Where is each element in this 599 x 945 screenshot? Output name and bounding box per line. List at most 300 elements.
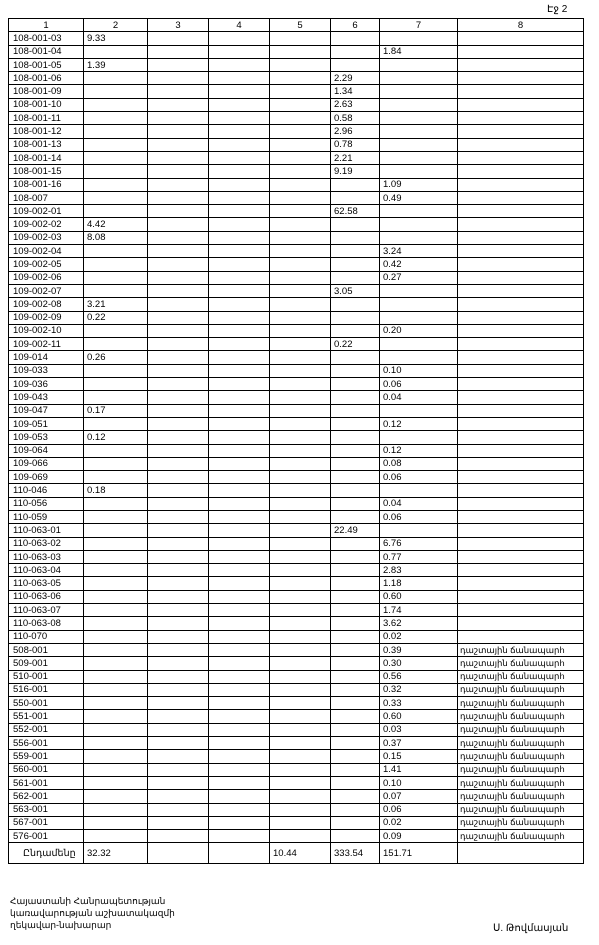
table-row	[9, 298, 584, 311]
table-cell	[331, 737, 380, 750]
table-cell: 0.06	[380, 378, 458, 391]
parcel-code-cell: 110-063-01	[9, 524, 84, 537]
table-cell	[84, 537, 148, 550]
table-cell: 8.08	[84, 231, 148, 244]
table-cell	[458, 72, 584, 85]
table-cell	[458, 112, 584, 125]
table-cell: 0.22	[331, 338, 380, 351]
table-cell	[148, 165, 209, 178]
table-cell	[209, 391, 270, 404]
table-cell	[270, 790, 331, 803]
table-cell	[331, 577, 380, 590]
table-cell: 0.02	[380, 630, 458, 643]
parcel-code-cell: 109-066	[9, 457, 84, 470]
table-cell	[148, 803, 209, 816]
table-cell	[458, 564, 584, 577]
parcel-code-cell: 508-001	[9, 643, 84, 656]
table-row	[9, 218, 584, 231]
parcel-code-cell: 110-063-07	[9, 604, 84, 617]
table-row	[9, 604, 584, 617]
table-cell	[84, 617, 148, 630]
official-title-line: կառավարության աշխատակազմի	[10, 908, 175, 918]
table-cell	[148, 431, 209, 444]
parcel-code-cell: 509-001	[9, 657, 84, 670]
column-header: 3	[148, 19, 209, 32]
table-cell	[148, 231, 209, 244]
table-cell	[270, 723, 331, 736]
parcel-code-cell: 510-001	[9, 670, 84, 683]
table-cell: 0.58	[331, 112, 380, 125]
table-cell	[380, 205, 458, 218]
table-row	[9, 45, 584, 58]
table-cell	[209, 657, 270, 670]
table-cell	[458, 218, 584, 231]
parcel-code-cell: 109-002-11	[9, 338, 84, 351]
parcel-code-cell: 108-001-05	[9, 58, 84, 71]
table-cell	[380, 524, 458, 537]
table-cell	[209, 444, 270, 457]
table-cell	[148, 364, 209, 377]
table-cell	[148, 245, 209, 258]
table-cell: 62.58	[331, 205, 380, 218]
table-cell	[84, 151, 148, 164]
table-row	[9, 590, 584, 603]
table-cell: 0.42	[380, 258, 458, 271]
parcel-code-cell: 110-046	[9, 484, 84, 497]
parcel-code-cell: 108-001-09	[9, 85, 84, 98]
table-row	[9, 737, 584, 750]
table-cell	[458, 431, 584, 444]
table-cell: 1.09	[380, 178, 458, 191]
table-cell	[458, 165, 584, 178]
table-cell	[331, 710, 380, 723]
table-cell: 0.20	[380, 324, 458, 337]
table-cell	[458, 497, 584, 510]
table-row	[9, 338, 584, 351]
table-cell	[270, 98, 331, 111]
table-cell	[148, 737, 209, 750]
table-row	[9, 125, 584, 138]
table-cell	[148, 151, 209, 164]
table-row	[9, 364, 584, 377]
table-cell: դաշտային ճանապարհ	[458, 683, 584, 696]
table-cell	[148, 205, 209, 218]
table-cell: դաշտային ճանապարհ	[458, 710, 584, 723]
table-cell	[270, 404, 331, 417]
table-cell	[270, 284, 331, 297]
table-cell	[209, 710, 270, 723]
table-cell	[209, 471, 270, 484]
table-cell	[331, 444, 380, 457]
table-cell	[458, 457, 584, 470]
table-cell	[270, 205, 331, 218]
parcel-code-cell: 109-002-01	[9, 205, 84, 218]
table-cell	[84, 763, 148, 776]
table-cell: 0.78	[331, 138, 380, 151]
table-row	[9, 165, 584, 178]
table-cell: դաշտային ճանապարհ	[458, 670, 584, 683]
table-cell	[148, 643, 209, 656]
table-cell	[331, 604, 380, 617]
column-header: 6	[331, 19, 380, 32]
table-cell: 0.32	[380, 683, 458, 696]
table-cell	[270, 524, 331, 537]
table-cell	[84, 138, 148, 151]
table-cell	[331, 417, 380, 430]
table-cell: դաշտային ճանապարհ	[458, 776, 584, 789]
table-cell	[331, 776, 380, 789]
table-row	[9, 830, 584, 843]
table-cell: դաշտային ճանապարհ	[458, 830, 584, 843]
parcel-code-cell: 550-001	[9, 697, 84, 710]
table-cell	[84, 191, 148, 204]
table-row	[9, 790, 584, 803]
table-cell	[380, 112, 458, 125]
table-cell	[148, 378, 209, 391]
table-cell: 1.41	[380, 763, 458, 776]
table-cell	[84, 417, 148, 430]
table-cell	[331, 58, 380, 71]
table-cell	[84, 816, 148, 829]
table-cell	[148, 298, 209, 311]
table-cell	[458, 351, 584, 364]
table-row	[9, 723, 584, 736]
table-cell	[209, 324, 270, 337]
table-cell	[270, 737, 331, 750]
table-cell: 0.22	[84, 311, 148, 324]
table-cell	[458, 258, 584, 271]
table-cell	[209, 205, 270, 218]
parcel-code-cell: 576-001	[9, 830, 84, 843]
table-cell	[458, 391, 584, 404]
table-cell	[84, 178, 148, 191]
table-cell: 0.17	[84, 404, 148, 417]
table-row	[9, 58, 584, 71]
parcel-code-cell: 108-001-13	[9, 138, 84, 151]
table-cell	[270, 324, 331, 337]
table-cell	[458, 404, 584, 417]
table-cell	[380, 138, 458, 151]
table-cell: 0.26	[84, 351, 148, 364]
table-cell	[270, 683, 331, 696]
table-cell	[458, 178, 584, 191]
table-row	[9, 378, 584, 391]
table-cell	[209, 510, 270, 523]
parcel-code-cell: 110-063-08	[9, 617, 84, 630]
table-cell	[209, 497, 270, 510]
table-row	[9, 524, 584, 537]
table-cell	[458, 151, 584, 164]
table-cell	[148, 191, 209, 204]
table-row	[9, 710, 584, 723]
table-row	[9, 245, 584, 258]
table-cell: 0.08	[380, 457, 458, 470]
table-cell	[84, 683, 148, 696]
table-cell	[209, 683, 270, 696]
table-cell	[270, 617, 331, 630]
table-cell	[380, 404, 458, 417]
table-cell	[209, 245, 270, 258]
parcel-code-cell: 563-001	[9, 803, 84, 816]
table-cell	[458, 604, 584, 617]
table-cell	[331, 311, 380, 324]
table-cell	[270, 72, 331, 85]
table-cell	[209, 32, 270, 45]
table-row	[9, 271, 584, 284]
table-cell	[148, 577, 209, 590]
table-cell	[148, 471, 209, 484]
table-row	[9, 178, 584, 191]
column-header: 1	[9, 19, 84, 32]
table-cell	[209, 151, 270, 164]
table-cell	[148, 537, 209, 550]
table-cell	[84, 471, 148, 484]
table-row	[9, 750, 584, 763]
table-cell: 2.96	[331, 125, 380, 138]
table-cell	[331, 351, 380, 364]
table-row	[9, 763, 584, 776]
table-cell	[209, 231, 270, 244]
table-cell	[270, 630, 331, 643]
totals-label: Ընդամենը	[9, 843, 84, 864]
table-row	[9, 564, 584, 577]
table-cell	[458, 125, 584, 138]
parcel-code-cell: 110-056	[9, 497, 84, 510]
table-cell	[209, 85, 270, 98]
table-row	[9, 284, 584, 297]
parcel-code-cell: 109-064	[9, 444, 84, 457]
table-cell	[270, 803, 331, 816]
table-cell	[380, 338, 458, 351]
table-cell	[84, 378, 148, 391]
table-cell	[209, 763, 270, 776]
parcel-code-cell: 552-001	[9, 723, 84, 736]
table-cell	[148, 604, 209, 617]
table-cell	[270, 45, 331, 58]
table-cell	[270, 471, 331, 484]
parcel-code-cell: 110-063-04	[9, 564, 84, 577]
table-cell	[270, 298, 331, 311]
table-row	[9, 510, 584, 523]
table-cell: 0.10	[380, 364, 458, 377]
table-cell: 3.05	[331, 284, 380, 297]
table-cell: դաշտային ճանապարհ	[458, 790, 584, 803]
table-cell	[209, 165, 270, 178]
table-cell: 1.74	[380, 604, 458, 617]
parcel-code-cell: 110-063-03	[9, 550, 84, 563]
table-cell	[270, 564, 331, 577]
table-cell	[148, 85, 209, 98]
table-cell	[209, 816, 270, 829]
table-cell	[458, 284, 584, 297]
table-cell	[458, 231, 584, 244]
parcel-code-cell: 109-043	[9, 391, 84, 404]
column-header: 8	[458, 19, 584, 32]
table-cell	[331, 590, 380, 603]
table-row	[9, 351, 584, 364]
table-cell: 0.02	[380, 816, 458, 829]
table-cell: 9.33	[84, 32, 148, 45]
table-cell	[148, 457, 209, 470]
table-cell	[209, 830, 270, 843]
table-row	[9, 471, 584, 484]
column-header: 4	[209, 19, 270, 32]
table-cell	[209, 178, 270, 191]
table-cell	[331, 750, 380, 763]
table-cell	[209, 311, 270, 324]
parcel-code-cell: 109-002-05	[9, 258, 84, 271]
table-cell	[209, 457, 270, 470]
column-header: 7	[380, 19, 458, 32]
parcel-code-cell: 559-001	[9, 750, 84, 763]
table-cell: 0.37	[380, 737, 458, 750]
table-cell: դաշտային ճանապարհ	[458, 816, 584, 829]
page-number: Էջ 2	[547, 4, 568, 15]
parcel-code-cell: 110-063-06	[9, 590, 84, 603]
table-cell	[380, 298, 458, 311]
table-cell	[331, 564, 380, 577]
table-cell	[331, 617, 380, 630]
table-cell	[209, 72, 270, 85]
land-parcel-table	[8, 18, 584, 864]
table-cell	[84, 284, 148, 297]
table-cell	[209, 45, 270, 58]
table-cell	[380, 32, 458, 45]
table-cell	[331, 45, 380, 58]
table-row	[9, 138, 584, 151]
table-cell: դաշտային ճանապարհ	[458, 737, 584, 750]
table-cell	[458, 245, 584, 258]
table-cell	[148, 284, 209, 297]
table-cell: 0.39	[380, 643, 458, 656]
table-row	[9, 72, 584, 85]
table-cell	[380, 311, 458, 324]
table-cell	[270, 830, 331, 843]
table-cell: 0.03	[380, 723, 458, 736]
table-cell	[209, 125, 270, 138]
table-cell	[458, 45, 584, 58]
table-cell	[84, 364, 148, 377]
table-cell	[331, 550, 380, 563]
table-cell: դաշտային ճանապարհ	[458, 763, 584, 776]
total-cell: 333.54	[331, 843, 380, 864]
table-cell	[209, 737, 270, 750]
table-cell	[148, 178, 209, 191]
header-row	[9, 19, 584, 32]
table-cell	[380, 125, 458, 138]
table-cell	[209, 670, 270, 683]
table-cell	[270, 271, 331, 284]
table-cell	[84, 510, 148, 523]
table-cell	[209, 723, 270, 736]
table-row	[9, 643, 584, 656]
table-cell	[148, 311, 209, 324]
table-cell	[270, 643, 331, 656]
column-header: 5	[270, 19, 331, 32]
table-cell	[458, 271, 584, 284]
total-cell	[458, 843, 584, 864]
table-cell	[148, 510, 209, 523]
table-cell	[148, 258, 209, 271]
table-cell	[148, 98, 209, 111]
table-cell	[209, 98, 270, 111]
table-cell	[270, 484, 331, 497]
parcel-code-cell: 516-001	[9, 683, 84, 696]
table-cell	[270, 338, 331, 351]
parcel-code-cell: 109-002-06	[9, 271, 84, 284]
table-cell	[209, 191, 270, 204]
table-cell	[209, 790, 270, 803]
table-cell	[148, 564, 209, 577]
parcel-code-cell: 109-002-10	[9, 324, 84, 337]
table-cell	[270, 750, 331, 763]
table-cell	[148, 550, 209, 563]
table-cell	[148, 404, 209, 417]
parcel-code-cell: 110-059	[9, 510, 84, 523]
table-cell: 22.49	[331, 524, 380, 537]
table-row	[9, 537, 584, 550]
table-cell	[148, 830, 209, 843]
table-row	[9, 391, 584, 404]
parcel-code-cell: 109-069	[9, 471, 84, 484]
table-cell	[148, 697, 209, 710]
table-cell	[148, 391, 209, 404]
table-cell	[458, 191, 584, 204]
table-row	[9, 191, 584, 204]
table-cell	[84, 750, 148, 763]
table-cell	[380, 58, 458, 71]
table-cell	[458, 378, 584, 391]
table-cell	[270, 604, 331, 617]
table-cell	[270, 710, 331, 723]
table-cell: 0.18	[84, 484, 148, 497]
table-cell	[84, 444, 148, 457]
table-cell	[148, 497, 209, 510]
table-cell	[148, 351, 209, 364]
table-cell: 0.10	[380, 776, 458, 789]
official-title-line: Հայաստանի Հանրապետության	[10, 896, 166, 906]
table-cell	[84, 85, 148, 98]
table-cell	[270, 32, 331, 45]
table-row	[9, 404, 584, 417]
table-cell	[331, 364, 380, 377]
table-cell: դաշտային ճանապարհ	[458, 803, 584, 816]
table-cell	[331, 537, 380, 550]
table-cell: դաշտային ճանապարհ	[458, 750, 584, 763]
table-cell: 1.18	[380, 577, 458, 590]
table-cell	[209, 564, 270, 577]
parcel-code-cell: 109-047	[9, 404, 84, 417]
table-cell	[209, 271, 270, 284]
table-cell	[84, 497, 148, 510]
parcel-code-cell: 108-001-10	[9, 98, 84, 111]
table-cell	[331, 32, 380, 45]
table-cell: 3.62	[380, 617, 458, 630]
table-cell	[84, 98, 148, 111]
table-cell	[209, 776, 270, 789]
table-cell	[84, 72, 148, 85]
table-cell	[148, 138, 209, 151]
table-cell	[209, 524, 270, 537]
parcel-code-cell: 109-002-04	[9, 245, 84, 258]
parcel-code-cell: 108-001-12	[9, 125, 84, 138]
table-row	[9, 550, 584, 563]
table-row	[9, 497, 584, 510]
table-cell	[458, 550, 584, 563]
parcel-code-cell: 108-001-14	[9, 151, 84, 164]
table-cell	[270, 178, 331, 191]
table-cell	[331, 404, 380, 417]
